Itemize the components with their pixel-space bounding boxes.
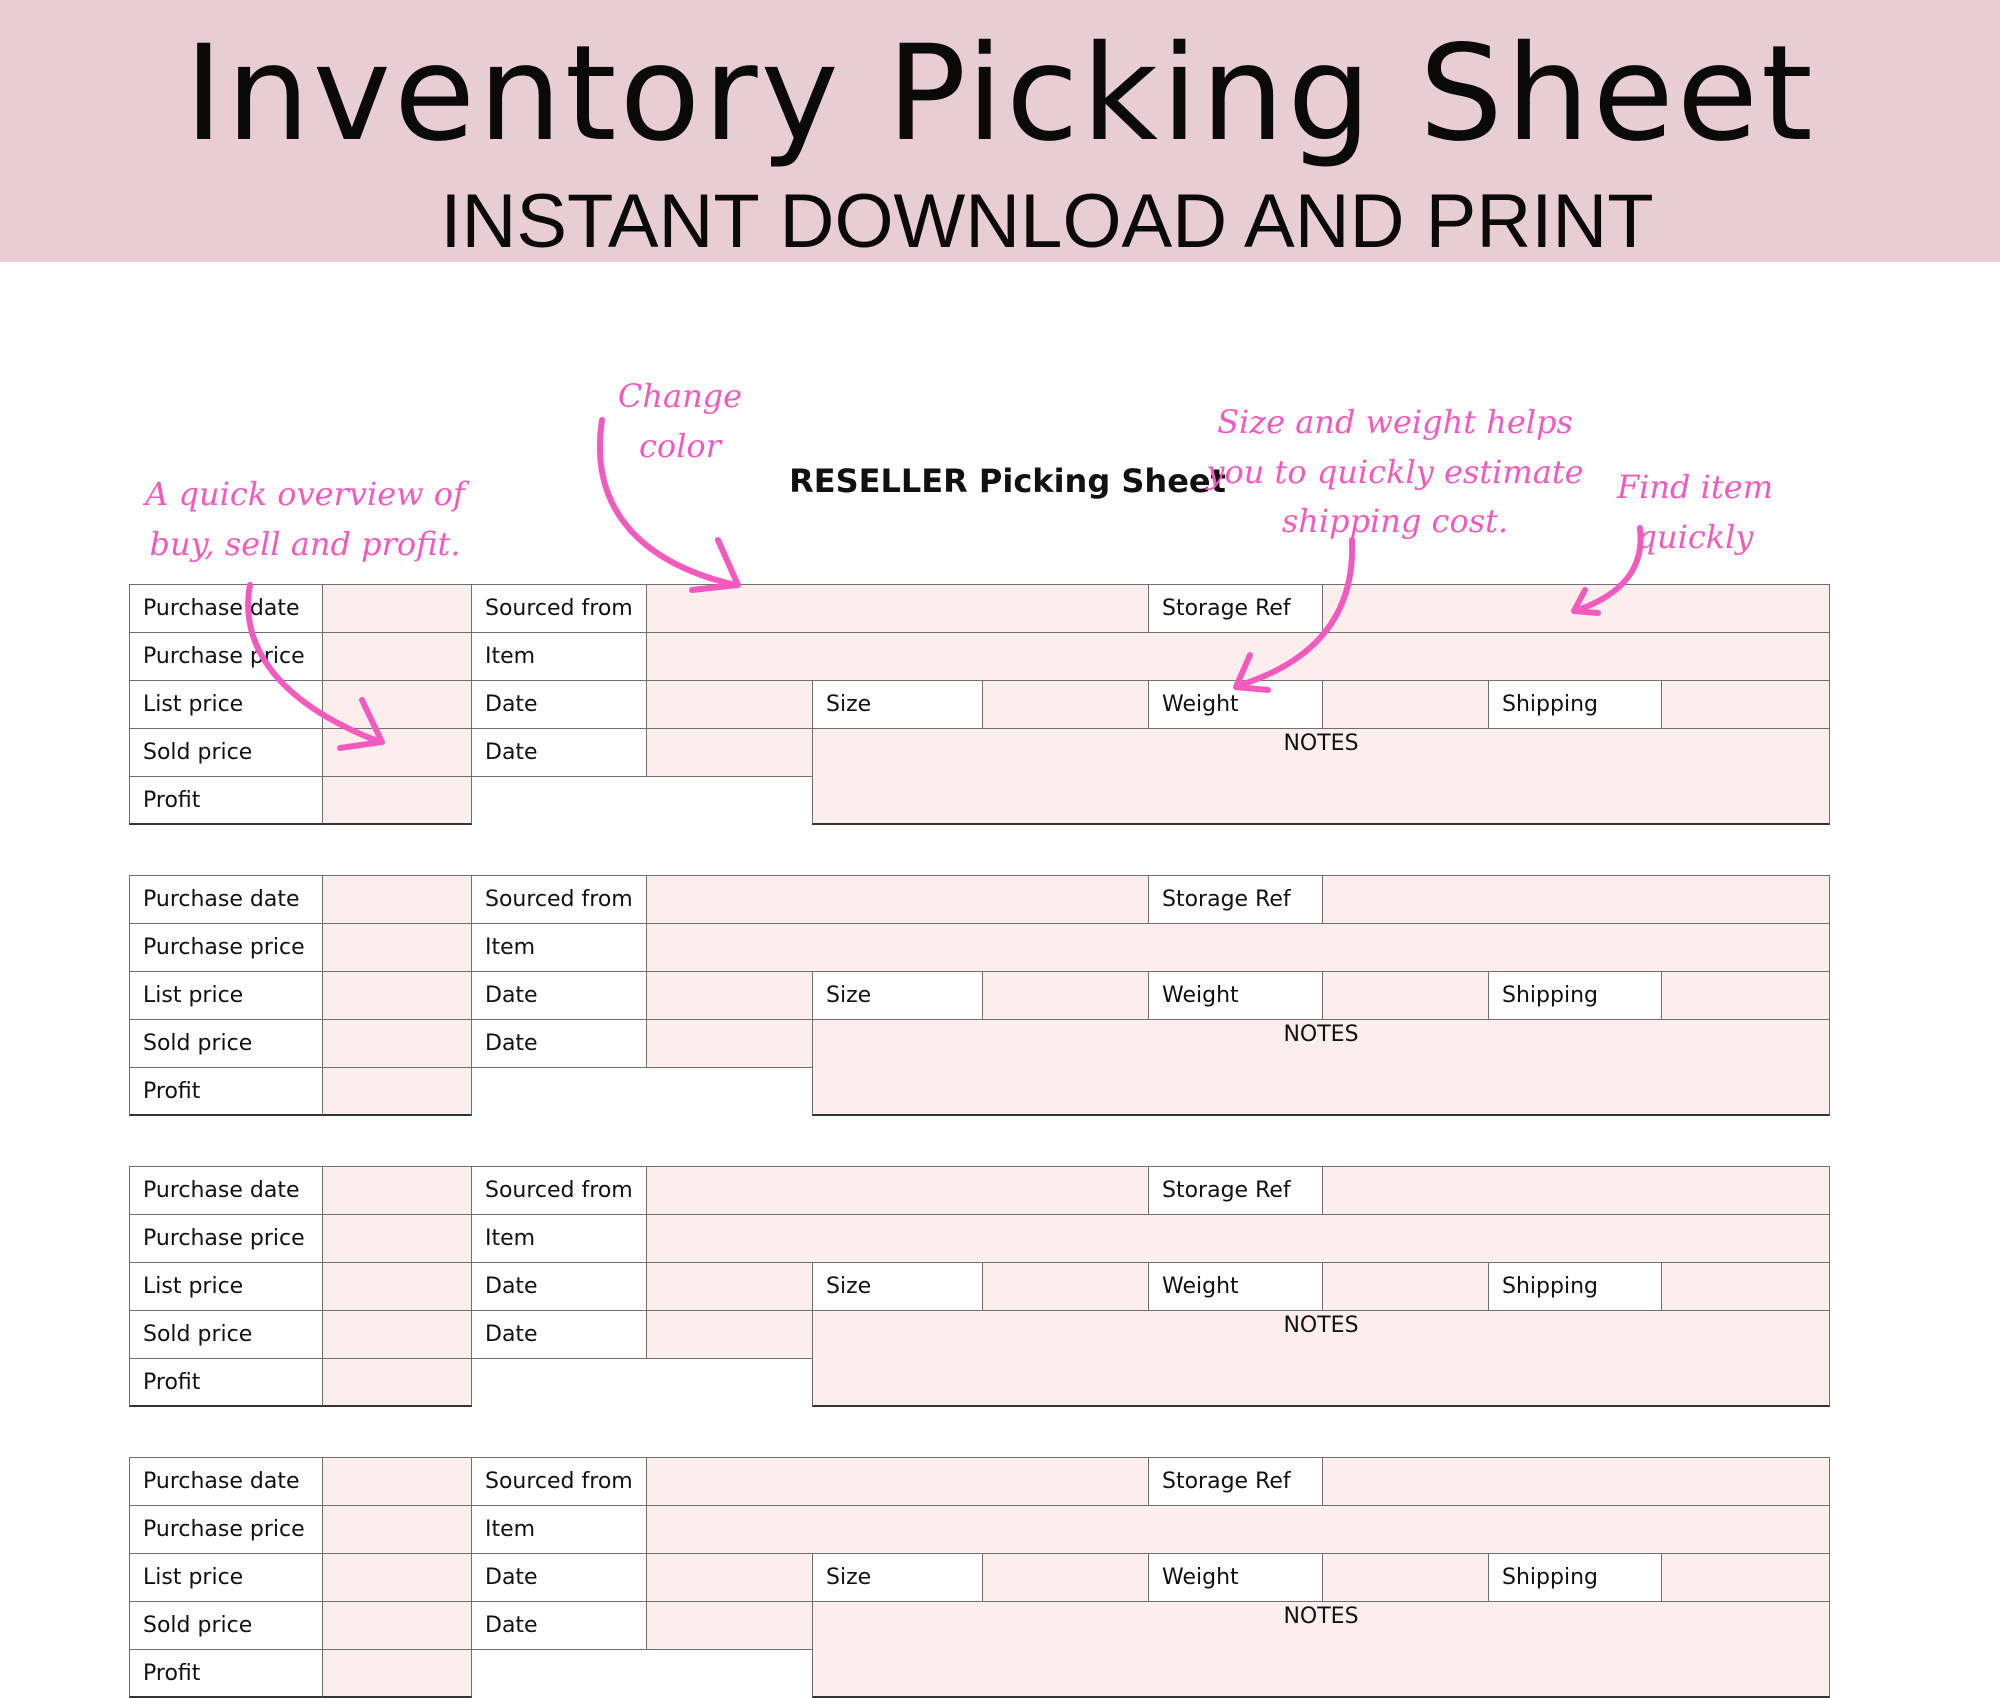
profit-label: Profit xyxy=(129,1358,323,1407)
weight-field[interactable] xyxy=(1322,1262,1489,1311)
size-field[interactable] xyxy=(982,1553,1149,1602)
sold-date-field[interactable] xyxy=(646,1310,813,1359)
storage-ref-label: Storage Ref xyxy=(1148,875,1323,924)
annotation-size-weight: Size and weight helps you to quickly estimate shipping cost. xyxy=(1206,403,1584,541)
size-label: Size xyxy=(812,971,983,1020)
purchase-date-field[interactable] xyxy=(322,1457,472,1506)
profit-field[interactable] xyxy=(322,1358,472,1407)
shipping-label: Shipping xyxy=(1488,680,1662,729)
sold-date-field[interactable] xyxy=(646,728,813,777)
list-price-label: List price xyxy=(129,971,323,1020)
purchase-date-field[interactable] xyxy=(322,875,472,924)
purchase-price-label: Purchase price xyxy=(129,1214,323,1263)
profit-label: Profit xyxy=(129,1649,323,1698)
profit-field[interactable] xyxy=(322,1067,472,1116)
sold-price-field[interactable] xyxy=(322,1019,472,1068)
sold-date-field[interactable] xyxy=(646,1019,813,1068)
purchase-date-label: Purchase date xyxy=(129,875,323,924)
list-date-field[interactable] xyxy=(646,1553,813,1602)
shipping-field[interactable] xyxy=(1661,1262,1830,1311)
purchase-price-label: Purchase price xyxy=(129,923,323,972)
banner-subtitle: INSTANT DOWNLOAD AND PRINT xyxy=(440,179,1654,264)
item-label: Item xyxy=(471,923,647,972)
sourced-from-label: Sourced from xyxy=(471,1166,647,1215)
storage-ref-field[interactable] xyxy=(1322,1457,1830,1506)
list-price-field[interactable] xyxy=(322,971,472,1020)
profit-field[interactable] xyxy=(322,1649,472,1698)
size-label: Size xyxy=(812,680,983,729)
size-field[interactable] xyxy=(982,971,1149,1020)
shipping-label: Shipping xyxy=(1488,1553,1662,1602)
profit-field[interactable] xyxy=(322,776,472,825)
sourced-from-field[interactable] xyxy=(646,1457,1149,1506)
storage-ref-label: Storage Ref xyxy=(1148,1457,1323,1506)
profit-label: Profit xyxy=(129,776,323,825)
purchase-price-label: Purchase price xyxy=(129,1505,323,1554)
item-field[interactable] xyxy=(646,923,1830,972)
weight-label: Weight xyxy=(1148,1553,1323,1602)
weight-label: Weight xyxy=(1148,971,1323,1020)
sourced-from-label: Sourced from xyxy=(471,875,647,924)
sold-date-field[interactable] xyxy=(646,1601,813,1650)
purchase-date-label: Purchase date xyxy=(129,1166,323,1215)
storage-ref-field[interactable] xyxy=(1322,584,1830,633)
sold-price-label: Sold price xyxy=(129,1019,323,1068)
item-field[interactable] xyxy=(646,632,1830,681)
size-field[interactable] xyxy=(982,1262,1149,1311)
sold-price-field[interactable] xyxy=(322,1601,472,1650)
annotation-change-color: Change color xyxy=(617,377,743,465)
purchase-price-field[interactable] xyxy=(322,632,472,681)
list-date-label: Date xyxy=(471,1553,647,1602)
list-price-label: List price xyxy=(129,1262,323,1311)
purchase-price-label: Purchase price xyxy=(129,632,323,681)
banner-title: Inventory Picking Sheet xyxy=(184,17,1816,171)
sheet-title: RESELLER Picking Sheet xyxy=(789,462,1226,500)
size-field[interactable] xyxy=(982,680,1149,729)
item-label: Item xyxy=(471,1505,647,1554)
notes-field[interactable]: NOTES xyxy=(812,728,1830,825)
item-label: Item xyxy=(471,632,647,681)
list-price-field[interactable] xyxy=(322,680,472,729)
weight-label: Weight xyxy=(1148,1262,1323,1311)
list-date-label: Date xyxy=(471,680,647,729)
sold-price-label: Sold price xyxy=(129,1601,323,1650)
list-price-field[interactable] xyxy=(322,1262,472,1311)
sold-date-label: Date xyxy=(471,1601,647,1650)
shipping-field[interactable] xyxy=(1661,680,1830,729)
weight-field[interactable] xyxy=(1322,971,1489,1020)
sold-price-label: Sold price xyxy=(129,1310,323,1359)
purchase-price-field[interactable] xyxy=(322,1214,472,1263)
list-date-label: Date xyxy=(471,971,647,1020)
weight-label: Weight xyxy=(1148,680,1323,729)
annotation-overview: A quick overview of buy, sell and profit. xyxy=(145,475,465,563)
annotation-find-item: Find item quickly xyxy=(1616,468,1774,556)
sourced-from-field[interactable] xyxy=(646,584,1149,633)
list-date-label: Date xyxy=(471,1262,647,1311)
storage-ref-field[interactable] xyxy=(1322,1166,1830,1215)
size-label: Size xyxy=(812,1553,983,1602)
size-label: Size xyxy=(812,1262,983,1311)
storage-ref-label: Storage Ref xyxy=(1148,584,1323,633)
sold-date-label: Date xyxy=(471,728,647,777)
shipping-field[interactable] xyxy=(1661,971,1830,1020)
purchase-date-field[interactable] xyxy=(322,584,472,633)
item-field[interactable] xyxy=(646,1214,1830,1263)
item-field[interactable] xyxy=(646,1505,1830,1554)
list-date-field[interactable] xyxy=(646,680,813,729)
sourced-from-label: Sourced from xyxy=(471,1457,647,1506)
purchase-date-field[interactable] xyxy=(322,1166,472,1215)
list-price-field[interactable] xyxy=(322,1553,472,1602)
list-price-label: List price xyxy=(129,1553,323,1602)
storage-ref-field[interactable] xyxy=(1322,875,1830,924)
purchase-date-label: Purchase date xyxy=(129,584,323,633)
list-price-label: List price xyxy=(129,680,323,729)
sourced-from-field[interactable] xyxy=(646,875,1149,924)
shipping-label: Shipping xyxy=(1488,1262,1662,1311)
weight-field[interactable] xyxy=(1322,680,1489,729)
shipping-label: Shipping xyxy=(1488,971,1662,1020)
sold-date-label: Date xyxy=(471,1310,647,1359)
list-date-field[interactable] xyxy=(646,971,813,1020)
sold-date-label: Date xyxy=(471,1019,647,1068)
item-label: Item xyxy=(471,1214,647,1263)
notes-field[interactable]: NOTES xyxy=(812,1019,1830,1116)
storage-ref-label: Storage Ref xyxy=(1148,1166,1323,1215)
profit-label: Profit xyxy=(129,1067,323,1116)
sold-price-label: Sold price xyxy=(129,728,323,777)
shipping-field[interactable] xyxy=(1661,1553,1830,1602)
purchase-price-field[interactable] xyxy=(322,1505,472,1554)
sold-price-field[interactable] xyxy=(322,1310,472,1359)
purchase-date-label: Purchase date xyxy=(129,1457,323,1506)
sourced-from-field[interactable] xyxy=(646,1166,1149,1215)
purchase-price-field[interactable] xyxy=(322,923,472,972)
weight-field[interactable] xyxy=(1322,1553,1489,1602)
notes-field[interactable]: NOTES xyxy=(812,1601,1830,1698)
notes-field[interactable]: NOTES xyxy=(812,1310,1830,1407)
header-banner xyxy=(0,0,2000,262)
list-date-field[interactable] xyxy=(646,1262,813,1311)
sold-price-field[interactable] xyxy=(322,728,472,777)
sourced-from-label: Sourced from xyxy=(471,584,647,633)
